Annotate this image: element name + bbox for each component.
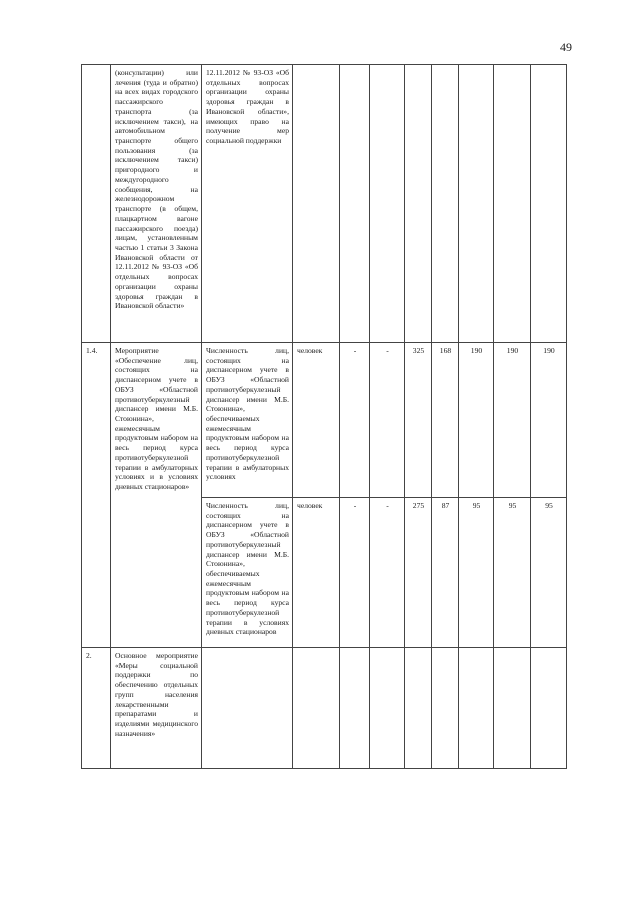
value-cell <box>370 65 405 343</box>
value-cell <box>340 648 370 769</box>
value-cell: 95 <box>531 498 567 648</box>
value-cell <box>405 65 432 343</box>
value-cell <box>432 648 459 769</box>
program-table <box>81 64 567 769</box>
value-cell <box>494 65 531 343</box>
measure-cell: (консультации) или лечения (туда и обратно) на всех видах городского пассажирского транспорта (за исключением такси), на автомобильном транспорте общего пользования (за исключением такси) пригородного и междугородного сообщения, на железнодорожном транспорте (в общем, плацкартном вагоне пассажирского поезда) лицам, установленным частью 1 статьи 3 Закона Ивановской области от 12.11.2012 № 93-ОЗ «Об отдельных вопросах организации охраны здоровья граждан в Ивановской области» <box>111 65 202 343</box>
unit-cell <box>293 648 340 769</box>
value-cell <box>370 648 405 769</box>
unit-cell: человек <box>293 498 340 648</box>
row-number: 1.4. <box>82 343 111 648</box>
indicator-cell: Численность лиц, состоящих на диспансерном учете в ОБУЗ «Областной противотуберкулезный диспансер имени М.Б. Стоюнина», обеспечиваемых ежемесячным продуктовым набором на весь период курса противотуберкулезной терапии в условиях дневных стационаров <box>202 498 293 648</box>
measure-cell: Основное мероприятие «Меры социальной поддержки по обеспечению отдельных групп населения лекарственными препаратами и изделиями медицинского назначения» <box>111 648 202 769</box>
value-cell <box>531 65 567 343</box>
row-number <box>82 65 111 343</box>
table-row <box>82 648 567 769</box>
value-cell <box>531 648 567 769</box>
row-number: 2. <box>82 648 111 769</box>
value-cell: 87 <box>432 498 459 648</box>
indicator-cell: Численность лиц, состоящих на диспансерном учете в ОБУЗ «Областной противотуберкулезный диспансер имени М.Б. Стоюнина», обеспечиваемых ежемесячным продуктовым набором на весь период курса противотуберкулезной терапии в амбулаторных условиях <box>202 343 293 498</box>
value-cell: 168 <box>432 343 459 498</box>
table-row <box>82 65 567 343</box>
value-cell: 95 <box>459 498 494 648</box>
value-cell <box>405 648 432 769</box>
unit-cell <box>293 65 340 343</box>
value-cell <box>340 65 370 343</box>
value-cell: 95 <box>494 498 531 648</box>
value-cell: - <box>370 498 405 648</box>
value-cell: 325 <box>405 343 432 498</box>
unit-cell: человек <box>293 343 340 498</box>
value-cell: 190 <box>531 343 567 498</box>
value-cell <box>459 65 494 343</box>
value-cell: - <box>340 343 370 498</box>
indicator-cell: 12.11.2012 № 93-ОЗ «Об отдельных вопросах организации охраны здоровья граждан в Ивановской области», имеющих право на получение мер социальной поддержки <box>202 65 293 343</box>
value-cell: - <box>370 343 405 498</box>
value-cell <box>459 648 494 769</box>
page-number: 49 <box>560 40 572 54</box>
value-cell: - <box>340 498 370 648</box>
measure-cell: Мероприятие «Обеспечение лиц, состоящих на диспансерном учете в ОБУЗ «Областной противотуберкулезный диспансер имени М.Б. Стоюнина», ежемесячным продуктовым набором на весь период курса противотуберкулезной терапии в амбулаторных условиях и в условиях дневных стационаров» <box>111 343 202 648</box>
value-cell <box>494 648 531 769</box>
indicator-cell <box>202 648 293 769</box>
value-cell: 190 <box>459 343 494 498</box>
value-cell <box>432 65 459 343</box>
value-cell: 275 <box>405 498 432 648</box>
value-cell: 190 <box>494 343 531 498</box>
table-row <box>82 343 567 498</box>
